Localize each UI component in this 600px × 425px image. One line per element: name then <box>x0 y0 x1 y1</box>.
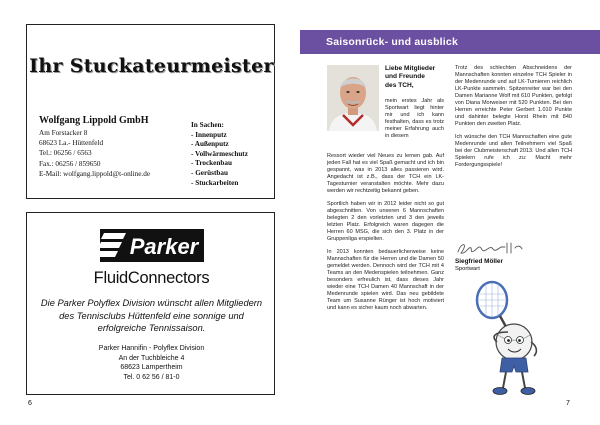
letter-greeting <box>385 65 435 90</box>
service-item: - Vollwärmeschutz <box>191 149 248 158</box>
section-title: Saisonrück- und ausblick <box>326 36 458 48</box>
parker-brand-line: FluidConnectors <box>93 269 210 287</box>
service-item: - Innenputz <box>191 130 227 139</box>
address-line: Tel.: 06256 / 6563 <box>39 149 92 158</box>
tennis-ball-mascot-icon <box>470 280 548 400</box>
parker-slogan: Die Parker Polyflex Division wünscht allen Mitgliedern des Tennisclubs Hüttenfeld eine sonnige und erfolgreiche Tennissaison. <box>40 298 263 334</box>
paragraph: In 2013 konnten bedauerlicherweise keine Mannschaften für die Herren und die Damen 50 gemeldet werden. Dennoch wird der TCH mit 4 Teams an den Medenspielen teilnehmen. Ganz besonders erfreulich ist, dass dieses Jahr wieder eine TCH Damen 40 Mannschaft in der Medenrunde spielen wird. Das neu gebildete Team um Susanne Rünger ist hoch motiviert und kann es sicher kaum noch abwarten. <box>327 249 444 312</box>
ad-parker <box>26 212 275 395</box>
page-number-left: 6 <box>28 400 32 407</box>
handwritten-signature-icon <box>455 239 525 257</box>
column-2 <box>455 65 572 169</box>
greeting-line: und Freunde <box>385 73 425 81</box>
column-1 <box>327 153 444 312</box>
portrait-photo-icon <box>327 65 379 131</box>
address-line: Am Forstacker 8 <box>39 129 88 137</box>
service-item: - Stuckarbeiten <box>191 178 239 187</box>
address-line: Tel. 0 62 56 / 81-0 <box>123 373 180 381</box>
ad-address <box>39 128 150 179</box>
parker-logo-icon <box>100 229 204 262</box>
address-line: E-Mail: wolfgang.lippold@t-online.de <box>39 169 151 178</box>
parker-address <box>27 344 276 382</box>
address-line: Parker Hannifin - Polyflex Division <box>98 345 205 352</box>
service-item: - Trockenbau <box>191 159 232 168</box>
greeting-line: des TCH, <box>385 81 414 89</box>
ad-stuckateur <box>26 24 275 199</box>
ad-stuckateur-title: Ihr Stuckateurmeister <box>29 55 274 77</box>
ad-services-list <box>191 121 248 188</box>
paragraph: Sportlich haben wir in 2012 leider nicht so gut abgeschnitten. Von unseren 6 Mannschaften belegten 2 den vorletzten und 3 den jeweils letzten Platz. Erfolgreich waren dagegen die Herren 60 MSG, die sich den 3. Platz in der Gruppenliga erspielten. <box>327 201 444 242</box>
address-line: An der Tuchbleiche 4 <box>118 354 185 362</box>
paragraph: Ich wünsche den TCH Mannschaften eine gute Medenrunde und allen Teilnehmern viel Spaß bei der Clubmeisterschaft 2013. Und allen TCH Spielern rufe ich zu: Macht mehr Fordergungsspiele! <box>455 134 572 168</box>
paragraph: Ressort wieder viel Neues zu lernen gab. Auf jeden Fall hat es viel Spaß gemacht und ich bin gespannt, was in 2013 alles passieren wird. Angedacht ist z.B., dass der TCH ein LK-Tagesturnier veranstalten möchte. Mehr dazu werden wir rechtzeitig bekannt geben. <box>327 153 444 194</box>
service-item: - Außenputz <box>191 140 229 149</box>
address-line: Fax.: 06256 / 859650 <box>39 159 101 168</box>
signature-name: Siegfried Möller <box>455 258 503 265</box>
ad-company-name: Wolfgang Lippold GmbH <box>39 115 149 126</box>
page-number-right: 7 <box>566 400 570 407</box>
greeting-line: Liebe Mitglieder <box>385 65 436 72</box>
section-banner <box>300 30 600 54</box>
paragraph: mein erstes Jahr als Sportwart liegt hinter mir und ich kann festhalten, dass es trotz meiner Erfahrung auch in diesem <box>385 98 444 139</box>
paragraph: Trotz des schlechten Abschneidens der Mannschaften konnten einzelne TCH Spieler in der Medenrunde und auf LK-Turnieren reichlich LK-Punkte sammeln. Spitzenreiter war bei den Damen Marianne Wolf mit 610 Punkten, gefolgt von Diana Morweiser mit 520 Punkten. Bei den Herren erreichte Peter Gerbert 1.010 Punkte und dahinter belegte Horst Rhein mit 840 Punkten den zweiten Platz. <box>455 65 572 127</box>
parker-logo-text: Parker <box>129 234 199 259</box>
address-line: 68623 La.- Hüttenfeld <box>39 139 104 148</box>
column-1-intro <box>385 98 444 140</box>
address-line: 68623 Lampertheim <box>120 364 183 372</box>
signature-role: Sportwart <box>455 266 480 272</box>
services-heading: In Sachen: <box>191 121 224 129</box>
service-item: - Gerüstbau <box>191 168 228 177</box>
